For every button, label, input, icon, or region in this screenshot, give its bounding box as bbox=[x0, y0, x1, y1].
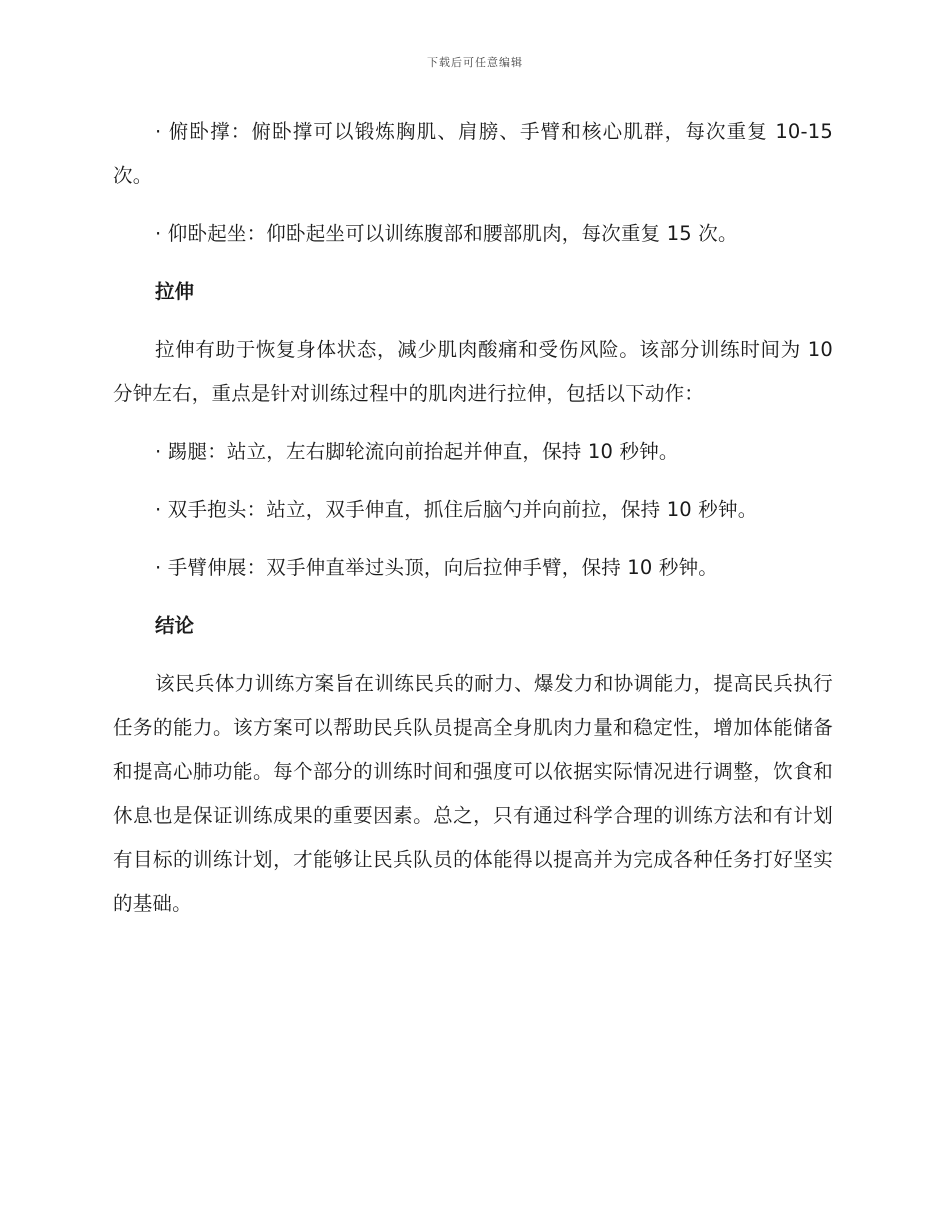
section-heading-stretch: 拉伸 bbox=[155, 280, 195, 303]
document-body bbox=[113, 110, 833, 940]
section-heading-conclusion: 结论 bbox=[155, 614, 195, 637]
page-header: 下载后可任意编辑 bbox=[427, 56, 523, 69]
bullet-arm-stretch: · 手臂伸展：双手伸直举过头顶，向后拉伸手臂，保持 10 秒钟。 bbox=[155, 556, 719, 579]
bullet-pushups: · 俯卧撑：俯卧撑可以锻炼胸肌、肩膀、手臂和核心肌群，每次重复 10-15 次。 bbox=[113, 120, 833, 187]
stretch-intro-paragraph: 拉伸有助于恢复身体状态，减少肌肉酸痛和受伤风险。该部分训练时间为 10 分钟左右，重点是针对训练过程中的肌肉进行拉伸，包括以下动作： bbox=[113, 338, 833, 405]
bullet-kick: · 踢腿：站立，左右脚轮流向前抬起并伸直，保持 10 秒钟。 bbox=[155, 440, 679, 463]
conclusion-paragraph: 该民兵体力训练方案旨在训练民兵的耐力、爆发力和协调能力，提高民兵执行任务的能力。该方案可以帮助民兵队员提高全身肌肉力量和稳定性，增加体能储备和提高心肺功能。每个部分的训练时间和强度可以依据实际情况进行调整，饮食和休息也是保证训练成果的重要因素。总之，只有通过科学合理的训练方法和有计划有目标的训练计划，才能够让民兵队员的体能得以提高并为完成各种任务打好坚实的基础。 bbox=[113, 672, 833, 915]
bullet-hands-head: · 双手抱头：站立，双手伸直，抓住后脑勺并向前拉，保持 10 秒钟。 bbox=[155, 498, 758, 521]
bullet-situps: · 仰卧起坐：仰卧起坐可以训练腹部和腰部肌肉，每次重复 15 次。 bbox=[155, 222, 738, 245]
